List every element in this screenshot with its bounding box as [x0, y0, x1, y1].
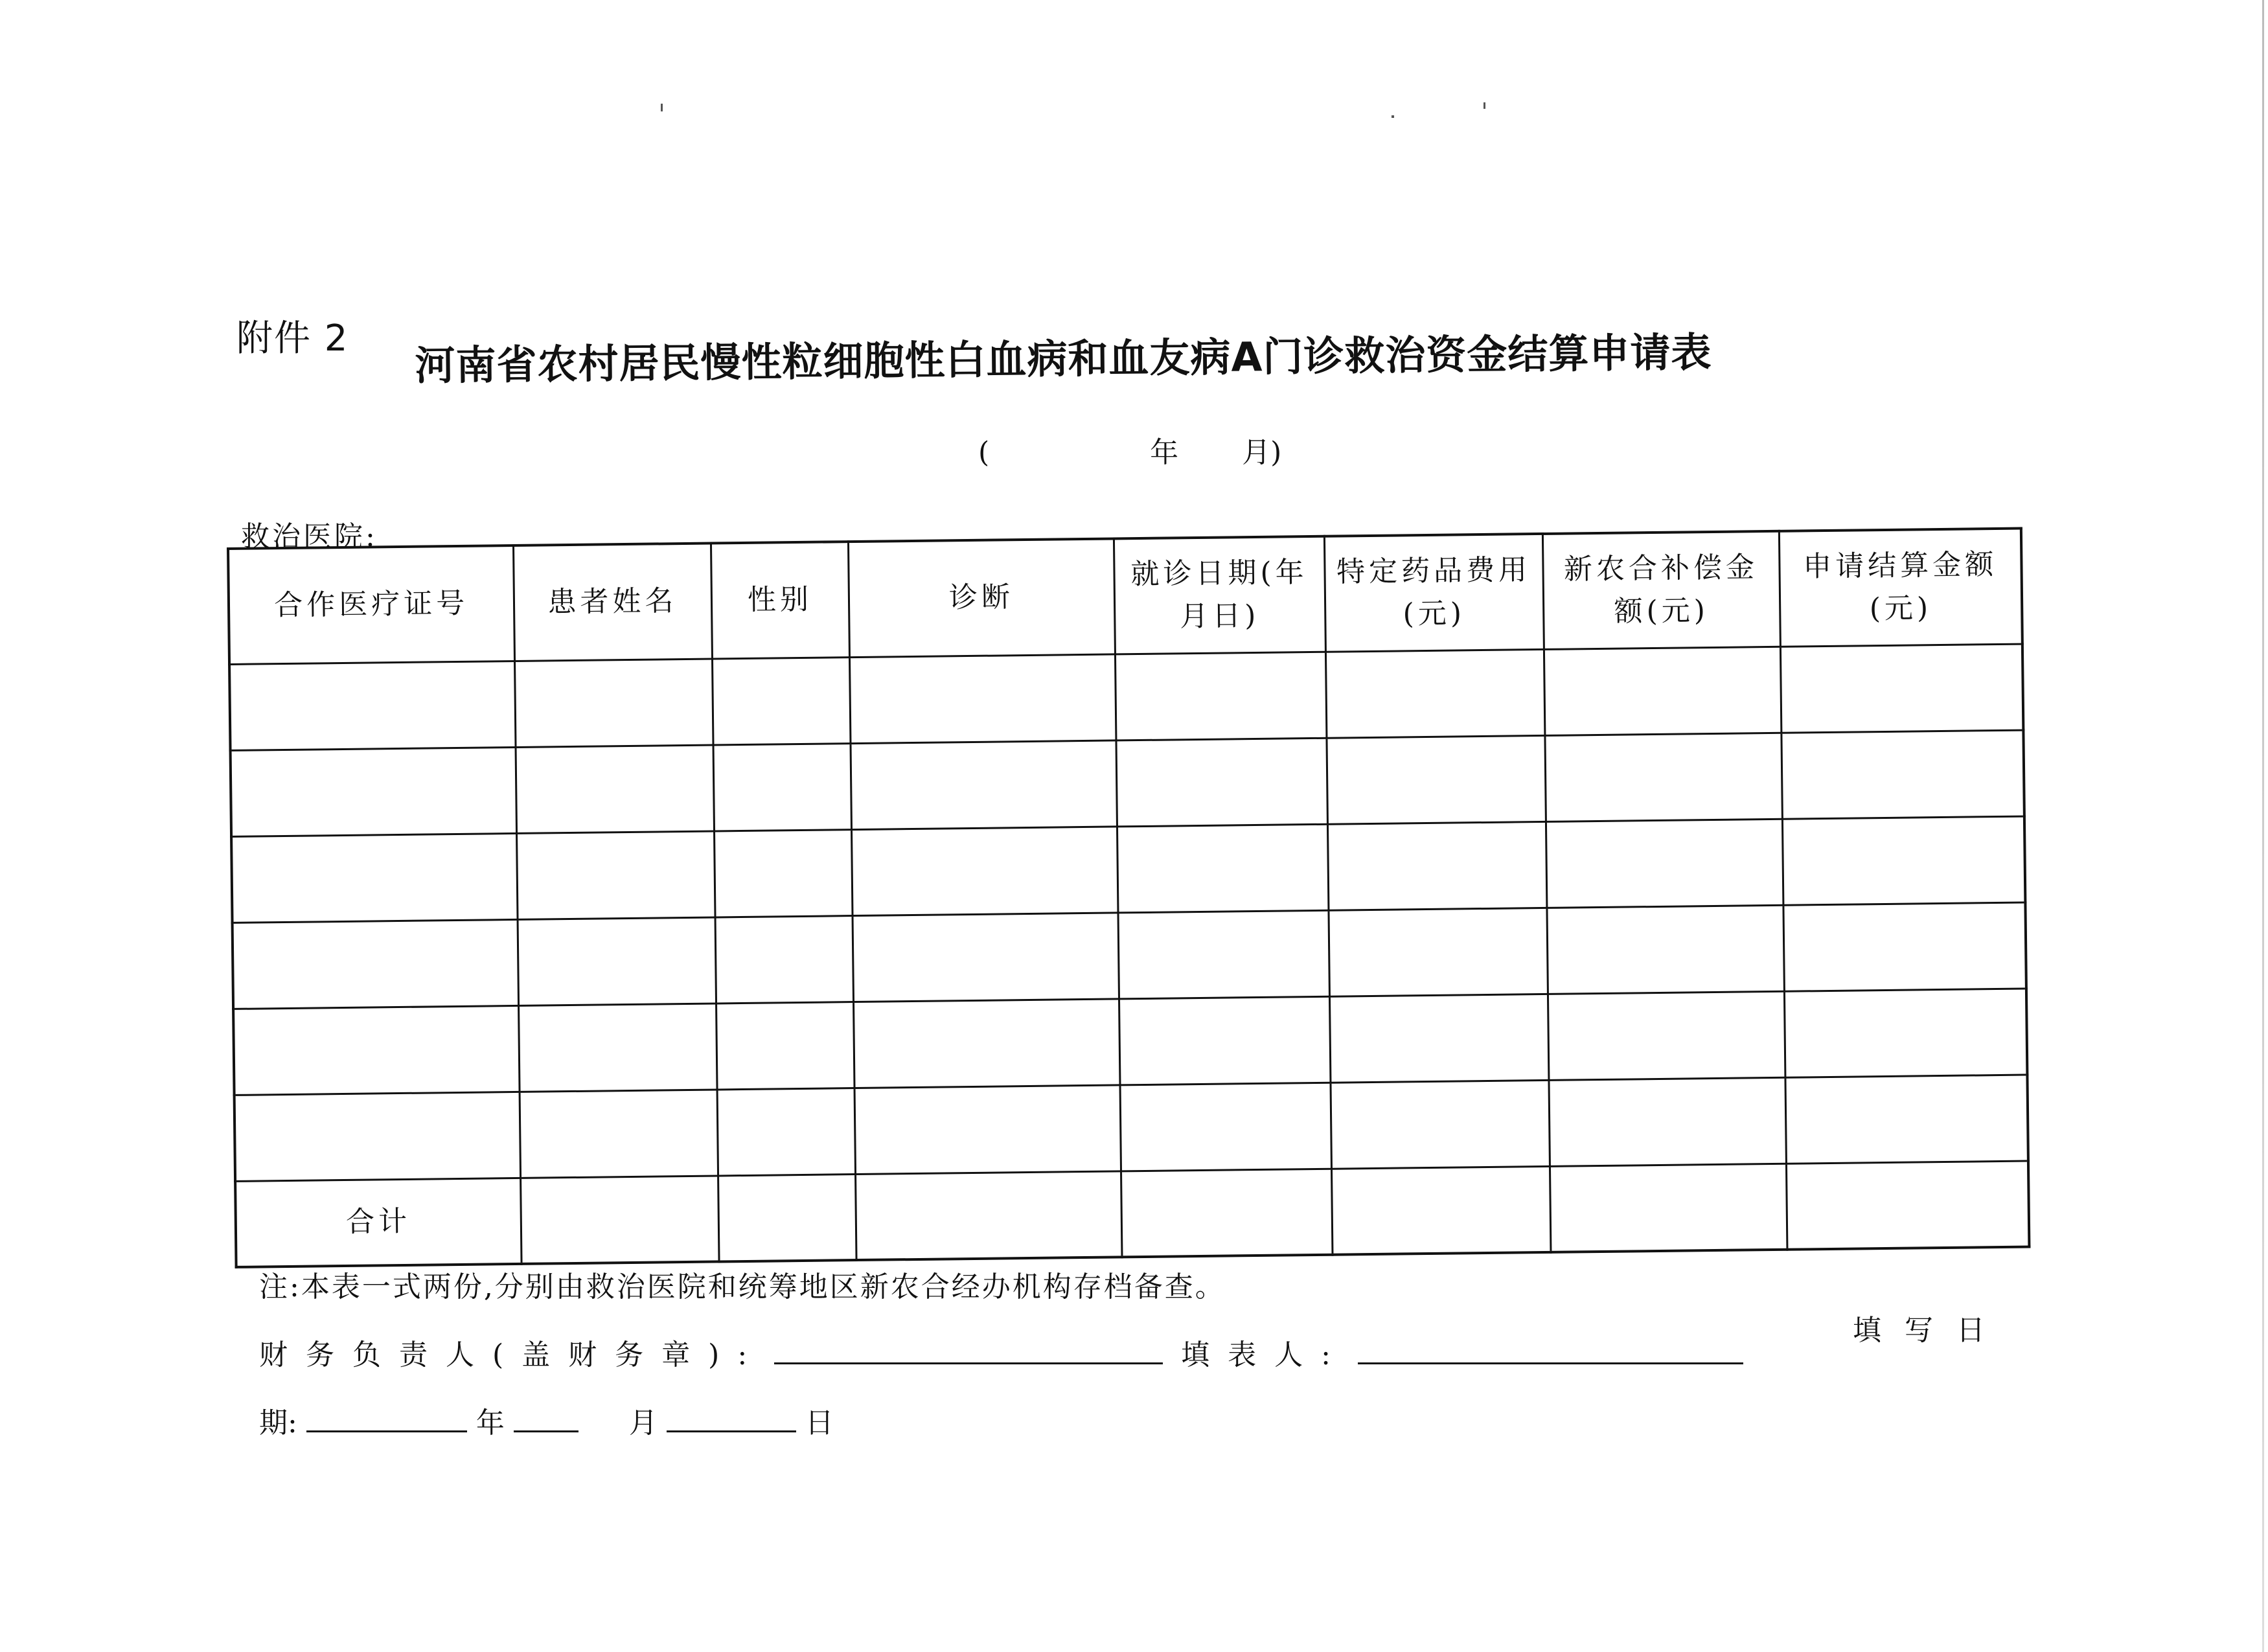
table-cell[interactable] [1783, 902, 2026, 991]
table-cell[interactable] [855, 1171, 1121, 1260]
table-cell[interactable] [1119, 1083, 1331, 1171]
table-cell[interactable] [514, 659, 713, 747]
table-cell[interactable] [1785, 1075, 2028, 1164]
col-header-ncms-compensation: 新农合补偿金额(元) [1542, 531, 1780, 649]
table-cell[interactable] [516, 831, 715, 919]
col-header-medical-card-no: 合作医疗证号 [228, 545, 514, 664]
table-cell[interactable] [854, 1084, 1121, 1174]
table-cell[interactable] [1328, 908, 1547, 996]
table-cell[interactable] [1546, 819, 1783, 908]
table-cell[interactable] [520, 1175, 718, 1263]
date-month-blank[interactable] [667, 1430, 796, 1432]
table-cell[interactable] [518, 917, 716, 1005]
table-cell[interactable] [713, 743, 851, 831]
table-cell[interactable] [1544, 733, 1781, 821]
form-title: 河南省农村居民慢性粒细胞性白血病和血友病A门诊救治资金结算申请表 [415, 328, 1712, 389]
table-cell[interactable] [714, 829, 852, 917]
period-open: ( [978, 436, 990, 469]
table-cell[interactable] [1330, 1080, 1549, 1169]
table-cell[interactable] [715, 915, 853, 1003]
table-cell[interactable] [1115, 652, 1326, 740]
table-cell[interactable] [1786, 1161, 2029, 1250]
scan-speck [1392, 115, 1394, 118]
date-month-label: 月 [628, 1406, 658, 1440]
date-year-label: 年 [475, 1406, 505, 1440]
table-cell[interactable] [717, 1088, 855, 1175]
col-header-gender: 性别 [711, 542, 849, 658]
table-cell[interactable] [1782, 816, 2025, 905]
signature-line [259, 1314, 2008, 1373]
col-header-visit-date: 就诊日期(年月日) [1114, 536, 1325, 654]
table-cell[interactable] [229, 661, 515, 750]
table-cell[interactable] [851, 826, 1117, 915]
scan-speck [1483, 102, 1485, 109]
table-cell[interactable] [1548, 1077, 1785, 1166]
table-cell[interactable] [1546, 905, 1783, 994]
col-header-drug-cost: 特定药品费用(元) [1324, 534, 1544, 652]
settlement-table [227, 527, 2030, 1268]
scan-speck [661, 104, 663, 111]
table-cell[interactable] [1121, 1169, 1332, 1257]
table-cell[interactable] [233, 1005, 519, 1095]
table-cell[interactable] [1784, 989, 2027, 1077]
table-cell[interactable] [1326, 735, 1545, 824]
date-day-label: 日 [805, 1406, 834, 1440]
footnote: 注:本表一式两份,分别由救治医院和统筹地区新农合经办机构存档备查。 [259, 1270, 1226, 1303]
date-year-blank[interactable] [306, 1430, 467, 1432]
hospital-label: 救治医院: [241, 520, 378, 553]
date-month-gap-blank[interactable] [514, 1430, 578, 1432]
table-cell[interactable] [231, 747, 516, 836]
table-cell[interactable] [520, 1089, 718, 1177]
fill-date-label-cont: 期: [259, 1406, 297, 1440]
col-header-diagnosis: 诊断 [848, 538, 1115, 657]
table-cell[interactable] [850, 740, 1116, 829]
table-cell[interactable] [1544, 647, 1781, 735]
period-year: 年 [1150, 436, 1179, 469]
table-cell[interactable] [231, 833, 517, 923]
table-cell[interactable] [1331, 1166, 1550, 1255]
settlement-table-wrap [227, 527, 2028, 1267]
table-cell[interactable] [853, 912, 1119, 1002]
filler-label: 填表人: [1181, 1338, 1349, 1371]
period-line [978, 429, 1281, 470]
table-cell[interactable] [716, 1002, 854, 1089]
table-cell[interactable] [1329, 994, 1548, 1083]
total-label: 合计 [235, 1178, 521, 1267]
period-month: 月) [1242, 436, 1282, 469]
col-header-patient-name: 患者姓名 [513, 544, 712, 661]
table-cell[interactable] [1780, 644, 2023, 733]
table-cell[interactable] [516, 745, 714, 833]
table-cell[interactable] [1327, 821, 1546, 910]
finance-signature-blank[interactable] [774, 1362, 1163, 1364]
fill-date-label: 填写日 [1853, 1314, 2008, 1347]
table-cell[interactable] [1781, 730, 2024, 819]
finance-label: 财务负责人(盖财务章): [259, 1338, 766, 1371]
table-cell[interactable] [853, 998, 1119, 1088]
table-cell[interactable] [233, 919, 518, 1009]
attachment-label: 附件 2 [236, 317, 349, 360]
table-cell[interactable] [1548, 991, 1785, 1080]
table-cell[interactable] [849, 654, 1116, 743]
table-cell[interactable] [1325, 649, 1544, 738]
table-cell[interactable] [1119, 996, 1330, 1085]
table-cell[interactable] [1550, 1164, 1787, 1252]
table-cell[interactable] [718, 1174, 856, 1261]
scan-edge [2262, 0, 2264, 1652]
fill-date-line [259, 1399, 834, 1441]
table-cell[interactable] [518, 1003, 716, 1091]
table-cell[interactable] [1117, 910, 1329, 999]
table-header-row [228, 529, 2022, 664]
table-cell[interactable] [235, 1092, 520, 1181]
col-header-settlement-amount: 申请结算金额(元) [1779, 529, 2022, 647]
table-cell[interactable] [1117, 824, 1328, 913]
filler-signature-blank[interactable] [1358, 1362, 1743, 1364]
table-cell[interactable] [1116, 738, 1327, 827]
table-cell[interactable] [712, 657, 850, 744]
